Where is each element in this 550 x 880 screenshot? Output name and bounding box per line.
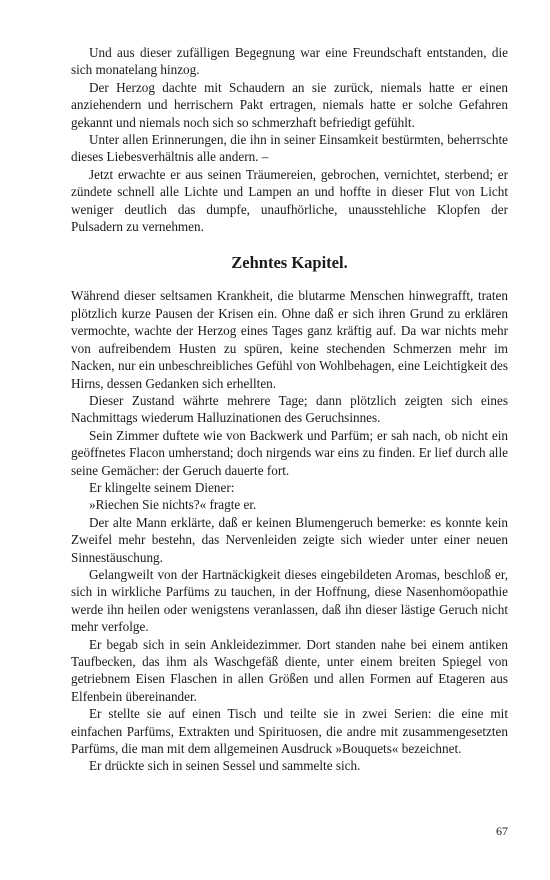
paragraph: Unter allen Erinnerungen, die ihn in seiner Einsamkeit bestürmten, beherrschte dieses Liebesverhältnis alle andern. – [71,132,508,165]
paragraph: Er klingelte seinem Diener: [89,479,235,495]
page-number: 67 [496,824,508,838]
paragraph: Gelangweilt von der Hartnäckigkeit dieses eingebildeten Aromas, beschloß er, sich in wirkliche Parfüms zu tauchen, in der Hoffnung, diese Nasenhomöopathie werde ihn heilen oder wenigstens veranlassen, daß ihn dieser lästige Geruch nicht mehr verfolge. [71,566,508,635]
paragraph: Sein Zimmer duftete wie von Backwerk und Parfüm; er sah nach, ob nicht ein geöffnetes Flacon umherstand; doch nirgends war eins zu finden. Er lief durch alle seine Gemächer: der Geruch dauerte fort. [71,427,508,478]
paragraph: Jetzt erwachte er aus seinen Träumereien, gebrochen, vernichtet, sterbend; er zündete schnell alle Lichte und Lampen an und hoffte in dieser Flut von Licht weniger deutlich das dumpfe, unaufhörliche, unausstehliche Klopfen der Pulsadern zu vernehmen. [71,166,508,235]
paragraph: Der alte Mann erklärte, daß er keinen Blumengeruch bemerke: es konnte kein Zweifel mehr bestehn, das Nervenleiden zeigte sich wieder unter einer neuen Sinnestäuschung. [71,514,508,565]
paragraph: Dieser Zustand währte mehrere Tage; dann plötzlich zeigten sich eines Nachmittags wiederum Halluzinationen des Geruchsinnes. [71,392,508,426]
page-body [71,44,508,775]
paragraph: Und aus dieser zufälligen Begegnung war eine Freundschaft entstanden, die sich monatelang hinzog. [71,45,508,78]
paragraph: »Riechen Sie nichts?« fragte er. [89,497,257,513]
chapter-title: Zehntes Kapitel. [231,253,348,273]
paragraph: Der Herzog dachte mit Schaudern an sie zurück, niemals hatte er einen anziehendern und herrischern Pakt ertragen, niemals hatte er solche Gefahren gekannt und niemals noch sich so schmerzhaft befriedigt gefühlt. [71,79,508,130]
paragraph: Während dieser seltsamen Krankheit, die blutarme Menschen hinwegrafft, traten plötzlich kurze Pausen der Krisen ein. Ohne daß er sich ihren Grund zu erklären vermochte, wachte der Herzog eines Tages ganz kräftig auf. Da war nichts mehr von aufreibendem Husten zu spüren, keine stechenden Schmerzen mehr im Nacken, nur ein unbeschreibliches Gefühl von Wohlbehagen, eine Leichtigkeit des Hirns, dessen Gedanken sich erhellten. [71,288,508,391]
paragraph: Er stellte sie auf einen Tisch und teilte sie in zwei Serien: die eine mit einfachen Parfüms, Extrakten und Spirituosen, die andre mit zusammengesetzten Parfüms, die man mit dem allgemeinen Ausdruck »Bouquets« bezeichnet. [71,706,508,757]
paragraph: Er begab sich in sein Ankleidezimmer. Dort standen nahe bei einem antiken Taufbecken, das ihm als Waschgefäß diente, unter einem breiten Spiegel von getriebnem Eisen Flaschen in allen Größen und allen Formen auf Etageren aus Elfenbein übereinander. [71,636,508,704]
paragraph: Er drückte sich in seinen Sessel und sammelte sich. [89,758,361,774]
